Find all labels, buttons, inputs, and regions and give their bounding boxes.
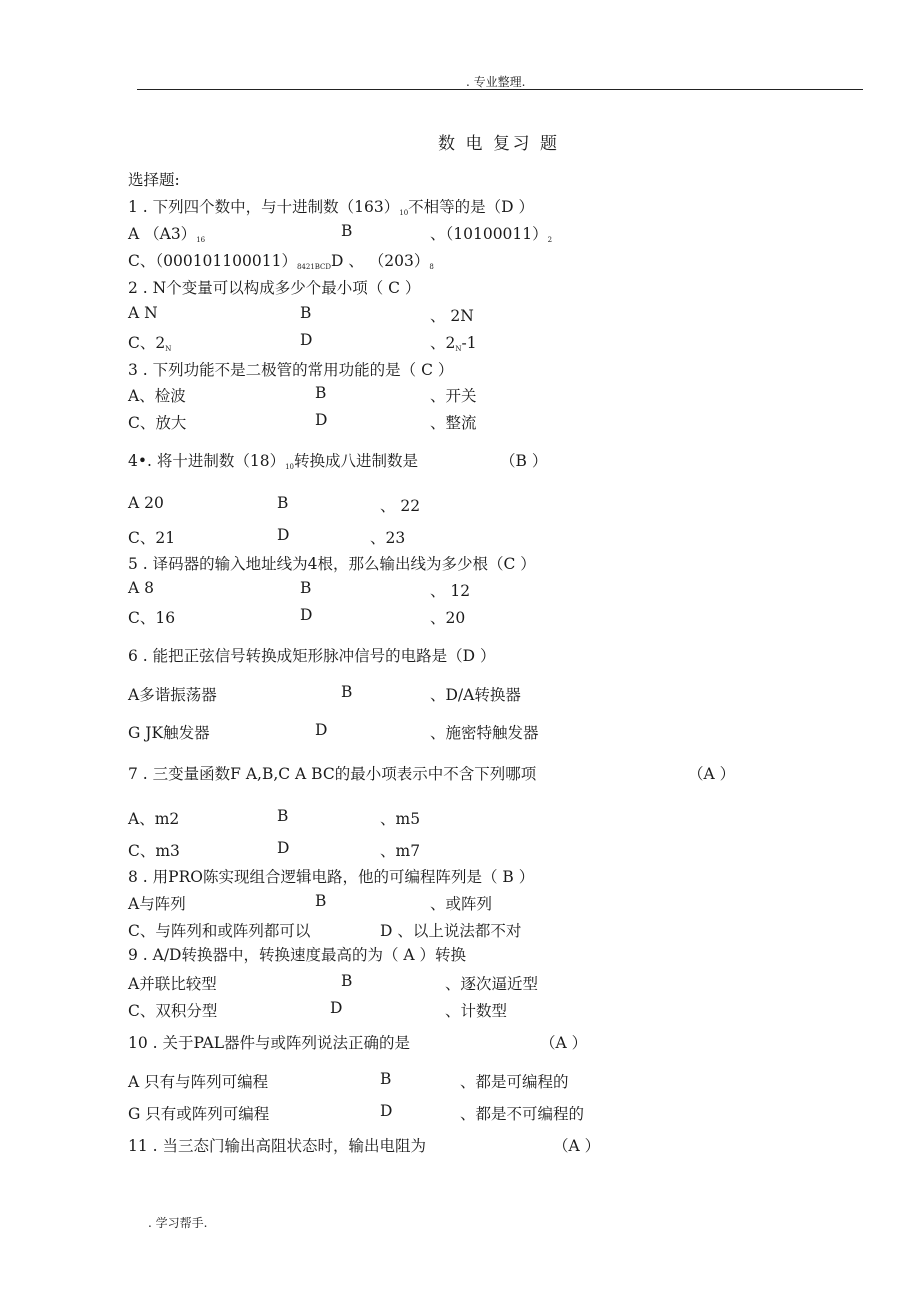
- text-segment: 、 2N: [430, 307, 474, 325]
- text-segment: 8 . 用PRO陈实现组合逻辑电路，他的可编程阵列是（ B ）: [128, 868, 535, 886]
- text-line: [315, 384, 326, 402]
- text-line: [300, 304, 311, 322]
- text-line: [315, 721, 327, 739]
- text-line: [460, 1102, 584, 1124]
- text-segment: B: [315, 892, 327, 910]
- text-segment: C、双积分型: [128, 1002, 218, 1020]
- text-line: [445, 999, 507, 1021]
- text-segment: 、都是不可编程的: [460, 1105, 585, 1123]
- text-segment: D 、 （203）: [331, 252, 430, 270]
- text-segment: G 只有或阵列可编程: [128, 1105, 270, 1123]
- text-segment: D: [330, 999, 343, 1017]
- text-segment: B: [300, 579, 312, 597]
- text-line: [277, 494, 288, 512]
- text-segment: 、（10100011）: [430, 225, 548, 243]
- text-segment: 6 . 能把正弦信号转换成矩形脉冲信号的电路是（D ）: [128, 647, 496, 665]
- text-segment: A、检波: [128, 387, 186, 405]
- text-segment: D: [315, 411, 328, 429]
- text-line: [553, 1134, 600, 1156]
- text-line: [430, 892, 492, 914]
- text-line: [430, 222, 552, 244]
- text-segment: 、或阵列: [430, 895, 493, 913]
- text-line: [128, 919, 310, 941]
- subscript: N: [165, 345, 172, 353]
- text-segment: B: [341, 222, 353, 240]
- text-segment: （A ）: [553, 1137, 601, 1155]
- text-segment: B: [277, 494, 289, 512]
- text-segment: 、 12: [430, 582, 471, 600]
- text-segment: 5 . 译码器的输入地址线为4根，那么输出线为多少根（C ）: [128, 555, 536, 573]
- text-segment: A N: [128, 304, 158, 322]
- text-line: [300, 606, 312, 624]
- text-line: [128, 1070, 268, 1092]
- text-segment: 11 . 当三态门输出高阻状态时，输出电阻为: [128, 1137, 427, 1155]
- text-line: [128, 943, 466, 965]
- page-title: 数 电 复习 题: [438, 134, 560, 154]
- section-label: 选择题:: [128, 171, 180, 189]
- text-line: [128, 839, 180, 861]
- text-segment: C、（000101100011）: [128, 252, 297, 270]
- text-line: [128, 276, 420, 298]
- text-segment: （B ）: [500, 452, 548, 470]
- text-line: [128, 683, 217, 705]
- text-segment: B: [380, 1070, 392, 1088]
- text-segment: 7 . 三变量函数F A,B,C A BC的最小项表示中不含下列哪项: [128, 765, 537, 783]
- text-line: [128, 449, 418, 471]
- text-line: [128, 384, 186, 406]
- text-line: [430, 304, 474, 326]
- text-segment: 、 22: [380, 497, 421, 515]
- text-segment: 、整流: [430, 414, 477, 432]
- text-line: [128, 358, 453, 380]
- text-line: [341, 972, 352, 990]
- text-line: [315, 411, 327, 429]
- text-segment: 、D/A转换器: [430, 686, 521, 704]
- text-segment: 1 . 下列四个数中，与十进制数（163）: [128, 198, 400, 216]
- text-segment: 2 . N个变量可以构成多少个最小项（ C ）: [128, 279, 421, 297]
- text-segment: -1: [461, 334, 477, 352]
- text-line: [128, 1031, 410, 1053]
- text-line: [128, 972, 217, 994]
- text-line: [430, 579, 470, 601]
- text-segment: A 8: [128, 579, 154, 597]
- text-line: [430, 606, 465, 628]
- text-line: [128, 304, 158, 322]
- text-line: [300, 579, 311, 597]
- subscript: 16: [196, 236, 206, 244]
- text-line: [300, 331, 312, 349]
- text-line: [128, 892, 186, 914]
- text-line: [128, 526, 175, 548]
- page-footer: . 学习帮手.: [148, 1216, 208, 1230]
- text-segment: B: [315, 384, 327, 402]
- text-segment: C、16: [128, 609, 176, 627]
- text-line: [341, 683, 352, 701]
- text-segment: A 20: [128, 494, 164, 512]
- text-segment: 、m7: [380, 842, 421, 860]
- page-header: . 专业整理.: [466, 75, 526, 89]
- text-segment: 、2: [430, 334, 456, 352]
- text-segment: A 只有与阵列可编程: [128, 1073, 269, 1091]
- subscript: 8421BCD: [296, 263, 332, 271]
- text-segment: B: [341, 972, 353, 990]
- text-segment: D 、以上说法都不对: [380, 922, 522, 940]
- text-segment: 、开关: [430, 387, 477, 405]
- text-line: [128, 579, 154, 597]
- text-segment: D: [300, 331, 313, 349]
- text-segment: B: [300, 304, 312, 322]
- text-segment: A与阵列: [128, 895, 186, 913]
- text-line: [128, 762, 536, 784]
- text-line: [128, 1102, 269, 1124]
- text-line: [430, 384, 477, 406]
- text-segment: A、m2: [128, 810, 180, 828]
- subscript: N: [455, 345, 462, 353]
- text-line: [128, 606, 175, 628]
- text-segment: D: [315, 721, 328, 739]
- text-segment: （A ）: [688, 765, 736, 783]
- text-line: [341, 222, 352, 240]
- text-segment: A多谐振荡器: [128, 686, 217, 704]
- text-line: [460, 1070, 569, 1092]
- text-segment: A （A3）: [128, 225, 197, 243]
- text-line: [430, 721, 539, 743]
- text-line: [330, 999, 342, 1017]
- text-line: [380, 1102, 392, 1120]
- text-segment: 、施密特触发器: [430, 724, 539, 742]
- text-line: [500, 449, 547, 471]
- text-segment: 、都是可编程的: [460, 1073, 569, 1091]
- text-segment: C、与阵列和或阵列都可以: [128, 922, 311, 940]
- text-line: [128, 644, 496, 666]
- subscript: 10: [399, 209, 409, 217]
- text-line: [128, 1134, 426, 1156]
- text-segment: 9 . A/D转换器中，转换速度最高的为（ A ）转换: [128, 946, 467, 964]
- text-segment: 3 . 下列功能不是二极管的常用功能的是（ C ）: [128, 361, 454, 379]
- text-segment: C、m3: [128, 842, 180, 860]
- text-segment: 、m5: [380, 810, 421, 828]
- text-segment: 转换成八进制数是: [294, 452, 419, 470]
- text-line: [128, 331, 171, 353]
- text-line: [128, 494, 164, 512]
- text-segment: B: [341, 683, 353, 701]
- text-line: [445, 972, 538, 994]
- text-line: [128, 249, 434, 271]
- text-segment: 10 . 关于PAL器件与或阵列说法正确的是: [128, 1034, 410, 1052]
- text-segment: 、计数型: [445, 1002, 508, 1020]
- text-segment: 、20: [430, 609, 466, 627]
- subscript: 10: [285, 463, 295, 471]
- text-segment: 、逐次逼近型: [445, 975, 539, 993]
- text-segment: D: [300, 606, 313, 624]
- subscript: 8: [429, 263, 434, 271]
- text-line: [370, 526, 405, 548]
- text-segment: C、放大: [128, 414, 187, 432]
- text-segment: （A ）: [540, 1034, 588, 1052]
- text-line: [688, 762, 735, 784]
- text-segment: G JK触发器: [128, 724, 210, 742]
- text-line: [128, 195, 534, 217]
- text-line: [430, 411, 477, 433]
- text-line: [277, 526, 289, 544]
- subscript: 2: [547, 236, 553, 244]
- text-line: [380, 807, 420, 829]
- text-line: [430, 331, 477, 353]
- text-line: [540, 1031, 587, 1053]
- text-segment: 不相等的是（D ）: [408, 198, 535, 216]
- text-line: [128, 721, 210, 743]
- text-segment: D: [277, 839, 290, 857]
- text-line: [128, 552, 536, 574]
- text-segment: D: [380, 1102, 393, 1120]
- text-line: [380, 839, 420, 861]
- header-rule: [137, 89, 863, 90]
- text-line: [315, 892, 326, 910]
- text-segment: C、2: [128, 334, 166, 352]
- text-line: [277, 839, 289, 857]
- text-line: [128, 411, 186, 433]
- text-line: [128, 865, 534, 887]
- text-line: [380, 494, 420, 516]
- text-segment: B: [277, 807, 289, 825]
- text-line: [277, 807, 288, 825]
- text-segment: 、23: [370, 529, 406, 547]
- text-line: [128, 999, 217, 1021]
- text-segment: 4•. 将十进制数（18）: [128, 452, 286, 470]
- text-line: [128, 807, 179, 829]
- text-segment: A并联比较型: [128, 975, 217, 993]
- text-line: [128, 222, 205, 244]
- text-segment: D: [277, 526, 290, 544]
- text-line: [430, 683, 521, 705]
- text-line: [380, 1070, 391, 1088]
- text-segment: C、21: [128, 529, 176, 547]
- text-line: [380, 919, 521, 941]
